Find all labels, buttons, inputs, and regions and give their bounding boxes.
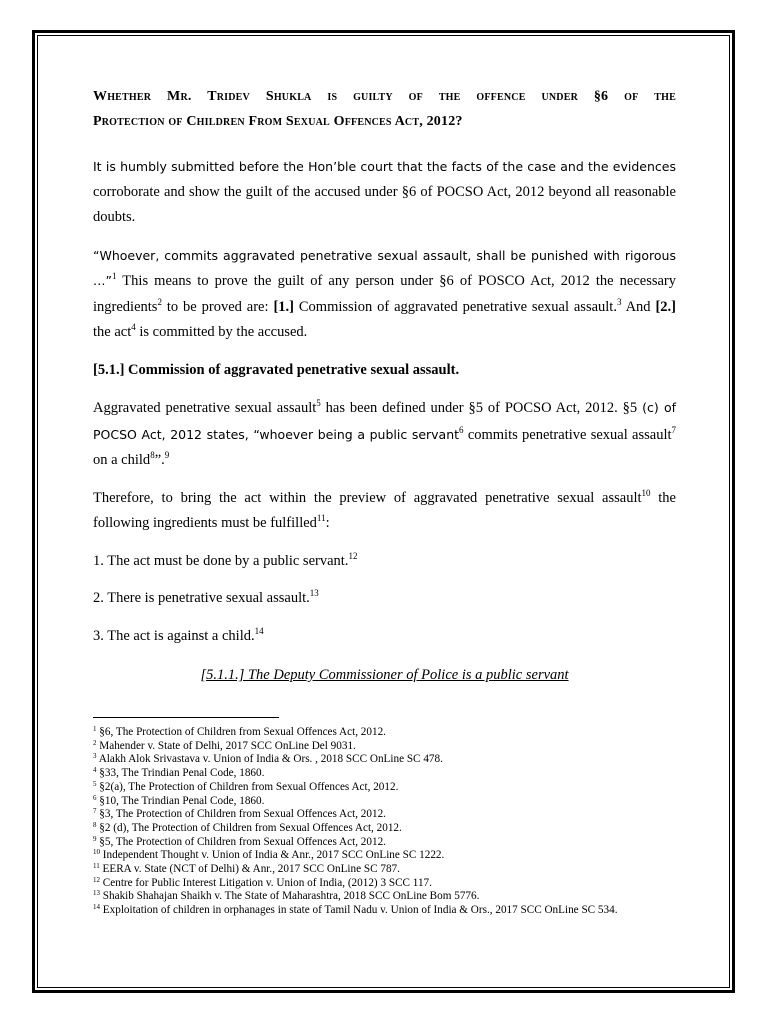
list-item: 3. The act is against a child.$^{14}$: [93, 625, 264, 644]
footnote-ref: 5: [316, 398, 321, 408]
ingredients-list: [93, 549, 676, 650]
footnote: $^9$ §5, The Protection of Children from Sexual Offences Act, 2012.: [93, 834, 386, 848]
list-item: 2. There is penetrative sexual assault.$^{13}$: [93, 588, 319, 606]
issue-heading-line1: Whether Mr. Tridev Shukla is guilty of the offence under §6 of the: [93, 89, 676, 104]
footnote-ref: 12: [348, 550, 358, 561]
footnote-ref: 1: [111, 271, 117, 281]
footnote: $^{11}$ EERA v. State (NCT of Delhi) & Anr., 2017 SCC OnLine SC 787.: [93, 862, 400, 876]
footnote: $^8$ §2 (d), The Protection of Children from Sexual Offences Act, 2012.: [93, 820, 402, 834]
footnote: $^{13}$ Shakib Shahajan Shaikh v. The State of Maharashtra, 2018 SCC OnLine Bom 5776.: [93, 889, 480, 903]
footnote-ref: 9: [164, 450, 170, 460]
footnote-ref: 14: [254, 625, 264, 636]
footnote: $^{12}$ Centre for Public Interest Litigation v. Union of India, (2012) 3 SCC 117.: [93, 875, 432, 889]
footnote: $^5$ §2(a), The Protection of Children from Sexual Offences Act, 2012.: [93, 779, 399, 793]
footnote-ref: 8: [150, 450, 155, 460]
footnotes: [93, 726, 676, 918]
statute-paragraph: “Whoever, commits aggravated penetrative sexual assault, shall be punished with rigorous …”$^1$ This means to prove the guilt of any person under §6 of POSCO Act, 2012 the necessary ingredients$^2$ to be proved are: [1.] Commission of aggravated penetrative sexual assault.$^3$ And [2.] the act$^4$ is committed by the accused.: [93, 243, 676, 346]
footnote-separator: [93, 717, 279, 718]
footnote: $^2$ Mahender v. State of Delhi, 2017 SCC OnLine Del 9031.: [93, 738, 356, 752]
footnote: $^7$ §3, The Protection of Children from Sexual Offences Act, 2012.: [93, 807, 386, 821]
footnote-ref: 4: [131, 322, 136, 332]
footnote: $^{10}$ Independent Thought v. Union of India & Anr., 2017 SCC OnLine SC 1222.: [93, 848, 445, 862]
statute-quote: “Whoever, commits aggravated penetrative sexual assault, shall be punished with rigorous: [93, 247, 676, 263]
document-body: [93, 84, 676, 689]
footnote: $^4$ §33, The Trindian Penal Code, 1860.: [93, 766, 265, 780]
footnote: $^6$ §10, The Trindian Penal Code, 1860.: [93, 793, 265, 807]
footnote: $^{14}$ Exploitation of children in orphanages in state of Tamil Nadu v. Union of India & Ors., 2017 SCC OnLine SC 534.: [93, 903, 618, 917]
footnote: $^1$ §6, The Protection of Children from Sexual Offences Act, 2012.: [93, 725, 386, 738]
list-item: 1. The act must be done by a public servant.$^{12}$: [93, 550, 358, 569]
ingredients-paragraph: Therefore, to bring the act within the preview of aggravated penetrative sexual assault$^{10}$ the following ingredients must be fulfilled$^{11}$:: [93, 487, 676, 531]
section-heading: [5.1.] Commission of aggravated penetrative sexual assault.: [93, 361, 460, 378]
submission-paragraph: [93, 154, 676, 231]
submission-rest: corroborate and show the guilt of the accused under §6 of POCSO Act, 2012 beyond all reasonable doubts.: [93, 183, 676, 225]
issue-heading-line2: Protection of Children From Sexual Offences Act, 2012?: [93, 114, 463, 129]
footnote-ref: 10: [641, 487, 651, 498]
footnote-ref: 7: [671, 424, 676, 435]
issue-heading: [93, 84, 676, 134]
definition-paragraph: Aggravated penetrative sexual assault$^5$ has been defined under §5 of POCSO Act, 2012. §5 (c) of POCSO Act, 2012 states, “whoever being a public servant$^6$ commits penetrative sexual assault$^7$ on a child$^8$”.$^9$: [93, 398, 677, 468]
footnote-ref: 6: [459, 424, 464, 435]
subsection-heading: [5.1.1.] The Deputy Commissioner of Police is a public servant: [200, 667, 569, 683]
footnote: $^3$ Alakh Alok Srivastava v. Union of India & Ors. , 2018 SCC OnLine SC 478.: [93, 752, 443, 766]
footnote-ref: 13: [309, 588, 319, 598]
submission-line1: It is humbly submitted before the Hon’ble court that the facts of the case and the evidences: [93, 159, 676, 174]
footnote-ref: 3: [616, 296, 622, 307]
footnote-ref: 11: [316, 513, 326, 523]
footnote-ref: 2: [157, 296, 162, 307]
